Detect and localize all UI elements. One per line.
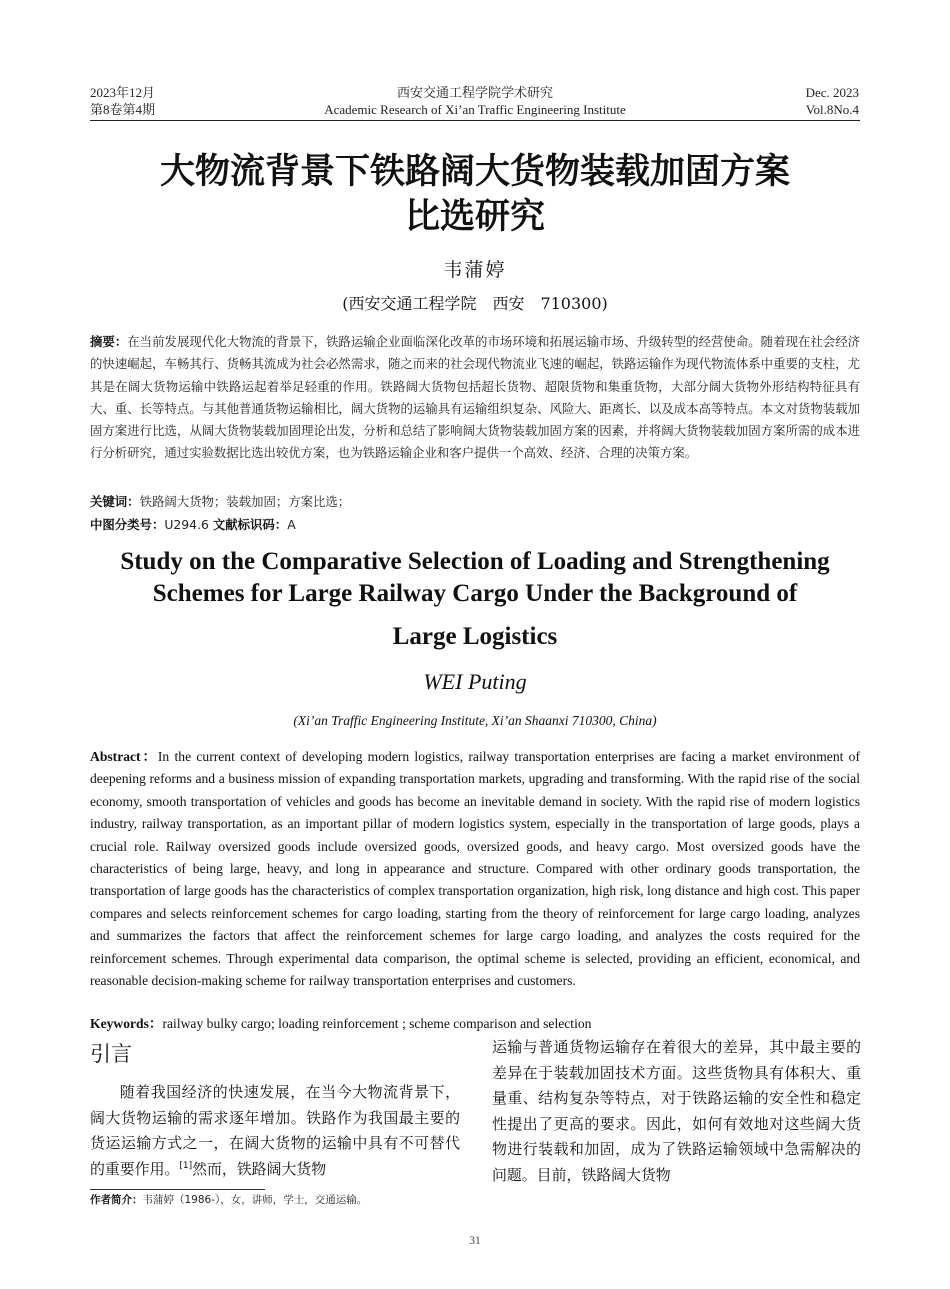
abstract-en (90, 746, 860, 992)
body-column-left (90, 1080, 460, 1182)
paper-title-en (70, 546, 880, 653)
footnote-label: 作者简介： (90, 1194, 143, 1206)
affiliation-cn: (西安交通工程学院 西安 710300) (342, 294, 608, 313)
keywords-en (90, 1014, 860, 1034)
document-code-value: A (287, 517, 296, 532)
footnote-text: 韦蒲婷（1986-），女，讲师，学士，交通运输。 (142, 1194, 368, 1206)
header-right (806, 84, 859, 118)
header-date-cn: 2023年12月 (90, 85, 156, 100)
affiliation-en: (Xi’an Traffic Engineering Institute, Xi’an Shaanxi 710300, China) (293, 713, 657, 728)
abstract-en-text: In the current context of developing modern logistics, railway transportation enterprises are facing a market environment of deepening reforms and a business mission of expanding transportation markets, upgrading and transforming. With the rapid rise of the social economy, smooth transportation of vehicles and goods has become an inevitable demand in society. With the rapid rise of modern logistics industry, railway transportation, as an important pillar of modern logistics system, especially in the transportation of large goods, plays a crucial role. Railway oversized goods include oversized goods, oversized goods, and heavy cargo. Most oversized goods have the characteristics of being large, heavy, and long in appearance and structure. Compared with other ordinary goods transportation, the transportation of large goods has the characteristics of complex transportation organization, high risk, long distance and high cost. This paper compares and selects reinforcement schemes for cargo loading, starting from the theory of reinforcement for large cargo loading, analyzes and summarizes the factors that affect the reinforcement schemes for large cargo loading, and analyzes the costs required for the reinforcement schemes. Through experimental data comparison, the optimal scheme is selected, providing an efficient, economical, and reasonable decision-making scheme for railway transportation enterprises and customers. (90, 749, 860, 989)
body-column-right: 运输与普通货物运输存在着很大的差异，其中最主要的差异在于装载加固技术方面。这些货物具有体积大、重量重、结构复杂等特点，对于铁路运输的安全性和稳定性提出了更高的要求。因此，如何有效地对这些阔大货物进行装载和加固，成为了铁路运输领域中急需解决的问题。目前，铁路阔大货物 (492, 1038, 861, 1184)
title-en-line-2: Schemes for Large Railway Cargo Under the Background of (152, 580, 798, 607)
keywords-en-text: railway bulky cargo; loading reinforcement ; scheme comparison and selection (162, 1016, 592, 1031)
section-heading-introduction: 引言 (90, 1042, 132, 1066)
citation-1[interactable]: [1] (179, 1160, 193, 1171)
abstract-cn-text: 在当前发展现代化大物流的背景下，铁路运输企业面临深化改革的市场环境和拓展运输市场、升级转型的经营使命。随着现在社会经济的快速崛起，车畅其行、货畅其流成为社会必然需求，随之而来的社会现代物流业飞速的崛起，铁路运输作为现代物流体系中重要的支柱，尤其是在阔大货物运输中铁路运起着举足轻重的作用。铁路阔大货物包括超长货物、超限货物和集重货物，大部分阔大货物外形结构特征具有大、重、长等特点。与其他普通货物运输相比，阔大货物的运输具有运输组织复杂、风险大、距离长、以及成本高等特点。本文对货物装载加固方案进行比选，从阔大货物装载加固理论出发，分析和总结了影响阔大货物装载加固方案的因素，并将阔大货物装载加固方案所需的成本进行分析研究，通过实验数据比选出较优方案，也为铁路运输企业和客户提供一个高效、经济、合理的决策方案。 (90, 334, 861, 461)
journal-name-cn: 西安交通工程学院学术研究 (396, 85, 553, 100)
journal-name-en: Academic Research of Xi’an Traffic Engineering Institute (324, 102, 626, 117)
document-code-label: 文献标识码： (212, 517, 288, 532)
header-volume-cn: 第8卷第4期 (90, 102, 156, 117)
title-cn-line-2: 比选研究 (404, 197, 545, 237)
title-en-line-3: Large Logistics (392, 623, 558, 650)
keywords-en-label: Keywords： (90, 1016, 163, 1031)
footnote-rule (90, 1189, 265, 1190)
title-en-line-1: Study on the Comparative Selection of Loading and Strengthening (120, 548, 830, 575)
author-cn: 韦蒲婷 (443, 259, 507, 281)
header-volume-en: Vol.8No.4 (805, 102, 859, 117)
abstract-en-label: Abstract： (90, 749, 158, 764)
header-left (90, 84, 155, 118)
clc-label: 中图分类号： (90, 517, 165, 532)
abstract-cn-label: 摘要： (90, 334, 128, 349)
header-rule (90, 120, 860, 121)
classification-cn (90, 514, 860, 536)
keywords-cn-label: 关键词： (90, 494, 140, 509)
author-en: WEI Puting (423, 669, 527, 694)
page-number: 31 (469, 1235, 481, 1247)
body-left-text-2: 然而，铁路阔大货物 (192, 1159, 327, 1178)
header-center (250, 84, 700, 118)
header-date-en: Dec. 2023 (805, 85, 859, 100)
keywords-cn (90, 491, 860, 513)
abstract-cn (90, 331, 860, 465)
paper-title-cn (60, 150, 890, 240)
keywords-cn-text: 铁路阔大货物；装载加固；方案比选； (139, 494, 351, 509)
body-left-text-1: 随着我国经济的快速发展，在当今大物流背景下，阔大货物运输的需求逐年增加。铁路作为我国最主要的货运运输方式之一，在阔大货物的运输中具有不可替代的重要作用。 (90, 1083, 460, 1178)
author-footnote (90, 1192, 367, 1208)
title-cn-line-1: 大物流背景下铁路阔大货物装载加固方案 (159, 152, 790, 192)
clc-value: U294.6 (164, 517, 209, 532)
